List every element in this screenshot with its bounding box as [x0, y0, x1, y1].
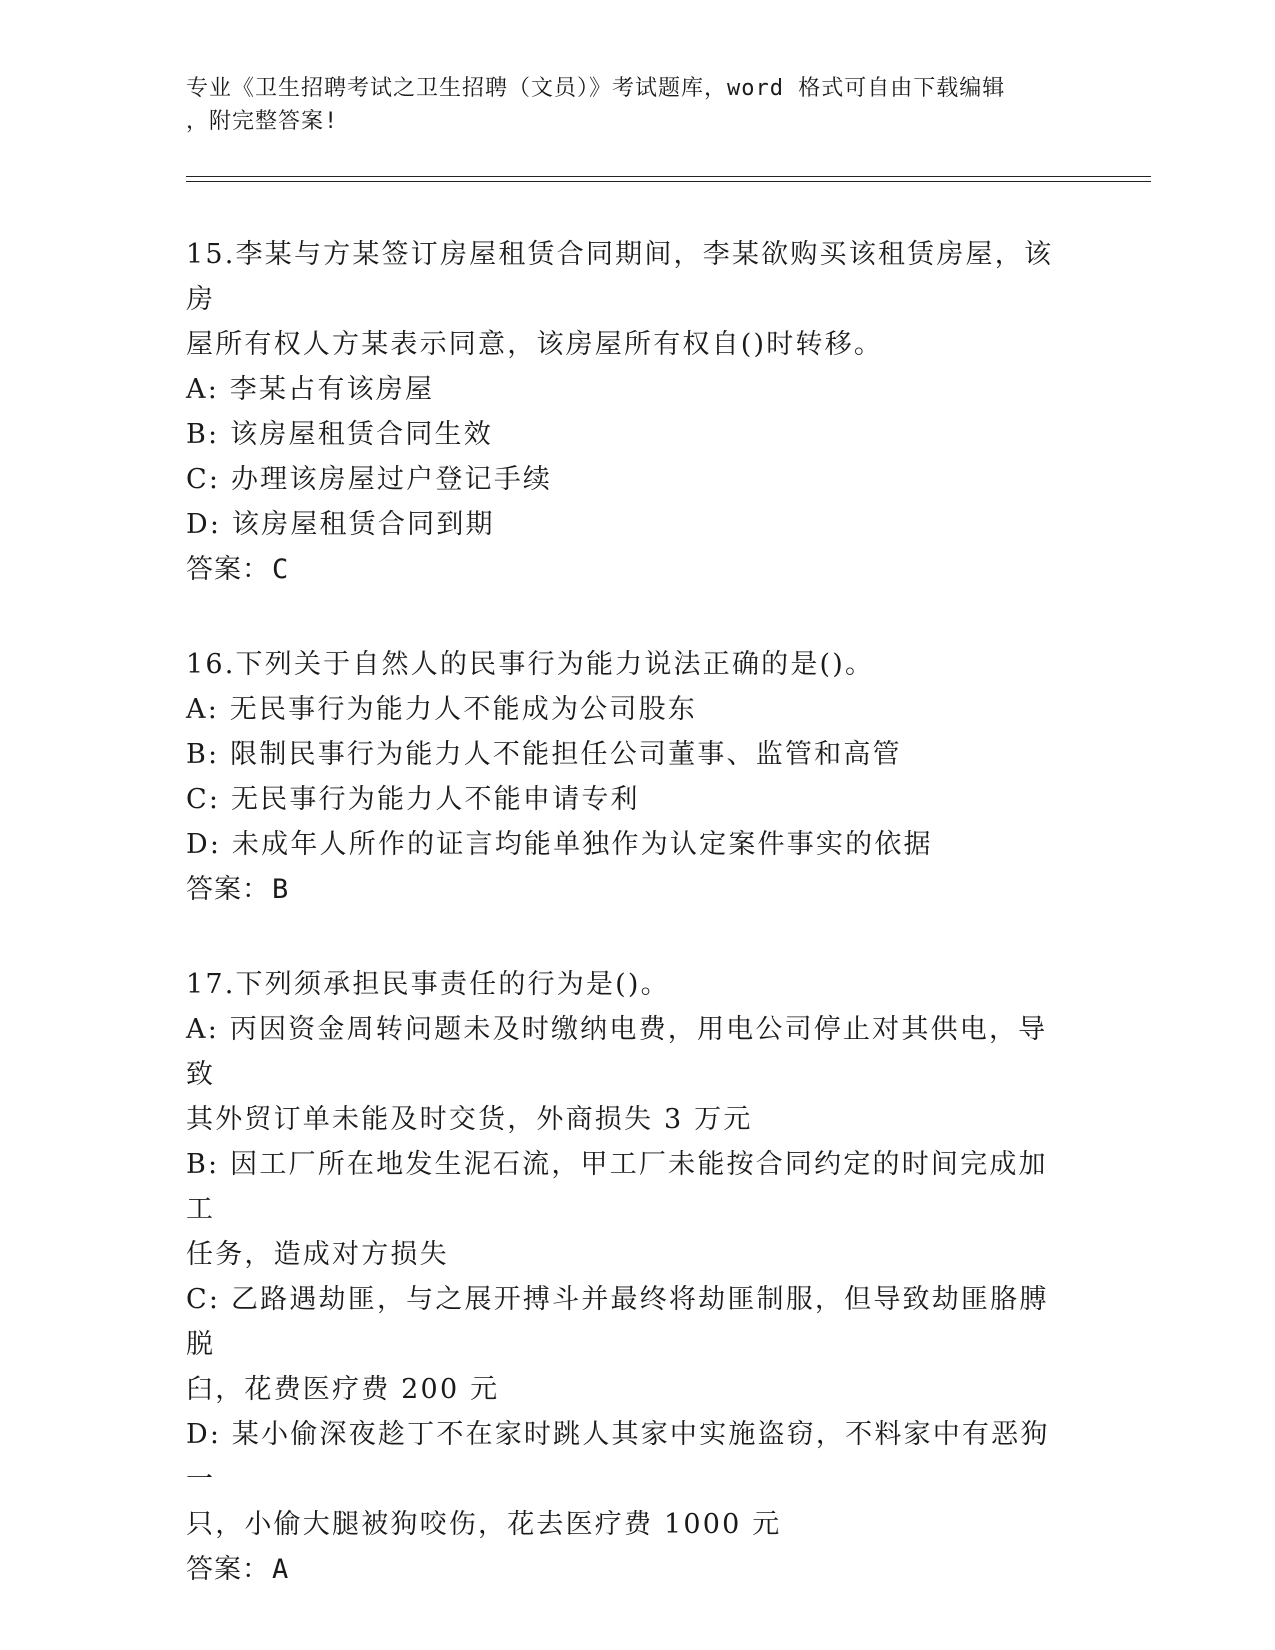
- question-16: [186, 642, 1066, 912]
- option-c: C: 无民事行为能力人不能申请专利: [186, 784, 640, 815]
- answer-line: [186, 1547, 1066, 1592]
- option-b: B: 该房屋租赁合同生效: [186, 419, 493, 450]
- header-intro-line-1: 专业《卫生招聘考试之卫生招聘（文员）》考试题库，word 格式可自由下载编辑: [186, 76, 1006, 101]
- answer-label: 答案：: [186, 554, 270, 585]
- option-d-line-1: D: 某小偷深夜趁丁不在家时跳人其家中实施盗窃，不料家中有恶狗一: [186, 1419, 1050, 1495]
- option-c: C: 办理该房屋过户登记手续: [186, 464, 553, 495]
- option-a: A: 李某占有该房屋: [186, 374, 435, 405]
- question-stem-line: 16.下列关于自然人的民事行为能力说法正确的是()。: [186, 649, 875, 680]
- option-d: D: 未成年人所作的证言均能单独作为认定案件事实的依据: [186, 829, 933, 860]
- option-b: B: 限制民事行为能力人不能担任公司董事、监管和高管: [186, 739, 902, 770]
- option-d-line-2: 只，小偷大腿被狗咬伤，花去医疗费 1000 元: [186, 1509, 782, 1540]
- answer-value: B: [272, 874, 290, 905]
- question-15: [186, 232, 1066, 592]
- header-divider-top: [186, 176, 1151, 177]
- answer-value: A: [272, 1554, 290, 1585]
- document-header: [186, 72, 1066, 138]
- header-divider-bottom: [186, 181, 1151, 182]
- option-d: D: 该房屋租赁合同到期: [186, 509, 495, 540]
- answer-label: 答案：: [186, 874, 270, 905]
- answer-value: C: [272, 554, 290, 585]
- answer-line: [186, 547, 1066, 592]
- header-intro-line-2: ，附完整答案!: [186, 109, 339, 134]
- option-a-line-1: A: 丙因资金周转问题未及时缴纳电费，用电公司停止对其供电，导致: [186, 1014, 1048, 1090]
- option-a-line-2: 其外贸订单未能及时交货，外商损失 3 万元: [186, 1104, 753, 1135]
- question-17: [186, 962, 1066, 1592]
- option-a: A: 无民事行为能力人不能成为公司股东: [186, 694, 697, 725]
- answer-label: 答案：: [186, 1554, 270, 1585]
- question-stem-line: 15.李某与方某签订房屋租赁合同期间，李某欲购买该租赁房屋，该房: [186, 239, 1054, 315]
- answer-line: [186, 867, 1066, 912]
- question-list: [186, 232, 1066, 1642]
- question-stem-line: 屋所有权人方某表示同意，该房屋所有权自()时转移。: [186, 329, 884, 360]
- option-c-line-2: 臼，花费医疗费 200 元: [186, 1374, 500, 1405]
- option-b-line-1: B: 因工厂所在地发生泥石流，甲工厂未能按合同约定的时间完成加工: [186, 1149, 1048, 1225]
- question-stem-line: 17.下列须承担民事责任的行为是()。: [186, 969, 670, 1000]
- option-b-line-2: 任务，造成对方损失: [186, 1239, 449, 1270]
- option-c-line-1: C: 乙路遇劫匪，与之展开搏斗并最终将劫匪制服，但导致劫匪胳膊脱: [186, 1284, 1049, 1360]
